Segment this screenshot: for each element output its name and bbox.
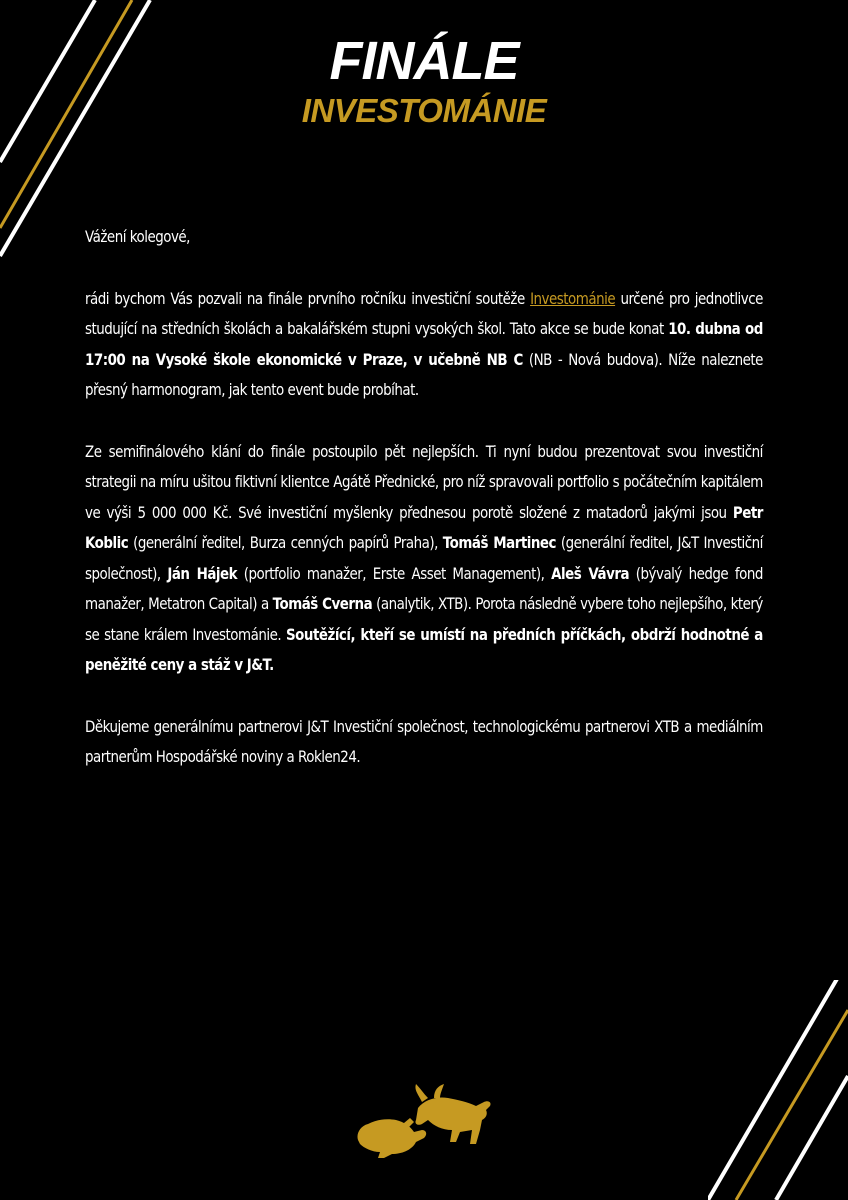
event-date-location: 10. dubna od 17:00 na Vysoké škole ekonomické v Praze, v učebně NB C <box>85 319 763 369</box>
text: (NB - Nová budova). Níže naleznete přesný harmonogram, jak tento event bude probíhat. <box>85 349 763 399</box>
decorative-stripes-bottom-right <box>708 980 848 1200</box>
text: rádi bychom Vás pozvali na finále prvního ročníku investiční soutěže <box>85 288 531 308</box>
bull-and-bear-icon <box>352 1080 497 1160</box>
page-subtitle: INVESTOMÁNIE <box>301 92 547 129</box>
investomanie-link[interactable]: Investománie <box>530 288 616 308</box>
text: (generální ředitel, J&T Investiční společnost), <box>85 533 763 583</box>
page-title: FINÁLE <box>329 31 519 91</box>
greeting: Vážení kolegové, <box>85 227 190 246</box>
paragraph-thanks: Děkujeme generálnímu partnerovi J&T Investiční společnost, technologickému partnerovi XTB a mediálním partnerům Hospodářské noviny a Roklen24. <box>85 716 763 766</box>
prizes-note: Soutěžící, kteří se umístí na předních příčkách, obdrží hodnotné a peněžité ceny a stáž v J&T. <box>85 624 763 674</box>
paragraph-jury <box>85 437 763 681</box>
text: (generální ředitel, Burza cenných papírů Praha), <box>128 533 443 552</box>
juror-name: Ján Hájek <box>167 563 238 583</box>
juror-name: Aleš Vávra <box>551 563 630 583</box>
text: Ze semifinálového klání do finále postoupilo pět nejlepších. Ti nyní budou prezentovat svou investiční strategii na míru ušitou fiktivní klientce Agátě Přednické, pro níž spravovali portfolio s počátečním kapitálem ve výši 5 000 000 Kč. Své investiční myšlenky přednesou porotě složené z matadorů jakými jsou <box>85 441 763 522</box>
letter-body <box>85 222 763 773</box>
text: určené pro jednotlivce studující na středních školách a bakalářském stupni vysokých škol. Tato akce se bude konat <box>85 288 763 338</box>
text: (bývalý hedge fond manažer, Metatron Capital) a <box>85 563 763 613</box>
juror-name: Petr Koblic <box>85 502 763 552</box>
juror-name: Tomáš Martinec <box>442 533 557 552</box>
text: (portfolio manažer, Erste Asset Management), <box>237 563 552 583</box>
page-header <box>0 30 848 130</box>
juror-name: Tomáš Cverna <box>272 594 373 613</box>
text: (analytik, XTB). Porota následně vybere toho nejlepšího, který se stane králem Investománie. <box>85 594 763 644</box>
paragraph-invitation <box>85 284 763 406</box>
